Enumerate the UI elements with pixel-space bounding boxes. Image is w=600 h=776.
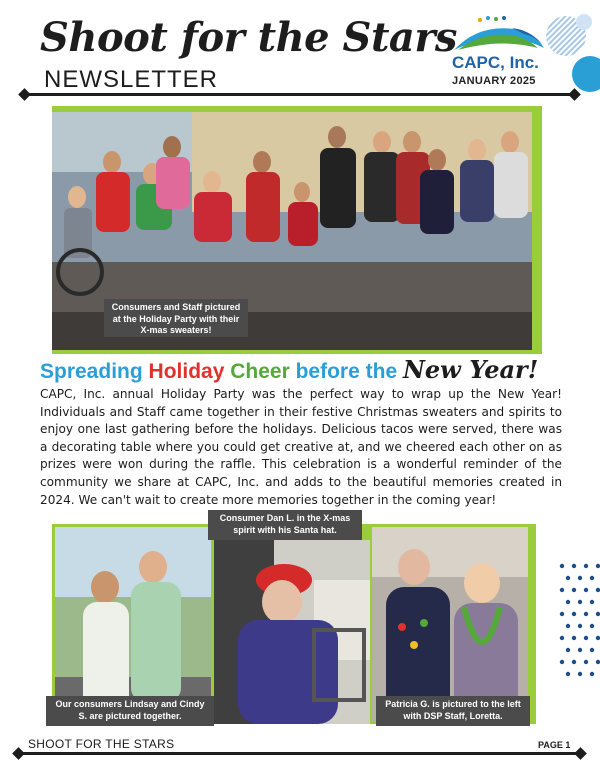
page-number: PAGE 1 [538,740,571,750]
article-body: CAPC, Inc. annual Holiday Party was the perfect way to wrap up the New Year! Individuals and Staff came together in their festive Christmas sweaters and spirits to enjoy one last gathering before the holidays. Delicious tacos were served, there was a decorating table where you could get creative at, and we cheered each other on as prizes were won during the raffle. This celebration is a wonderful reminder of the community we share at CAPC, Inc. and adds to the beautiful memories created in 2024. We can't wait to create more memories together in the coming year! [40,387,562,507]
footer-title: SHOOT FOR THE STARS [28,737,175,751]
newsletter-subtitle: NEWSLETTER [44,66,219,93]
decorative-dots-icon [556,560,600,682]
masthead-rule [24,93,574,96]
photo-patricia-loretta-caption: Patricia G. is pictured to the left with DSP Staff, Loretta. [376,696,530,726]
rule-end-left [18,88,31,101]
footer-rule-end-left [12,747,25,760]
capc-logo-icon [450,14,546,54]
article-headline [40,355,538,384]
footer-rule-end-right [574,747,587,760]
photo-dan-caption: Consumer Dan L. in the X-mas spirit with his Santa hat. [208,510,362,540]
photo-dan [214,540,370,724]
headline-script-new-year: New Year! [402,355,539,384]
headline-word-before-the: before the [295,360,398,383]
headline-word-cheer: Cheer [230,360,290,383]
footer-rule [18,752,580,755]
photo-lindsay-cindy-caption: Our consumers Lindsay and Cindy S. are pictured together. [46,696,214,726]
hero-photo-caption: Consumers and Staff pictured at the Holiday Party with their X-mas sweaters! [104,299,248,337]
photo-patricia-loretta [372,527,528,721]
headline-word-holiday: Holiday [148,360,225,383]
photo-lindsay-cindy [55,527,211,721]
headline-word-spreading: Spreading [40,360,143,383]
organization-name: CAPC, Inc. [452,53,539,72]
issue-date: JANUARY 2025 [452,75,536,87]
decorative-circles-icon [540,12,600,94]
newsletter-title: Shoot for the Stars [40,14,457,61]
